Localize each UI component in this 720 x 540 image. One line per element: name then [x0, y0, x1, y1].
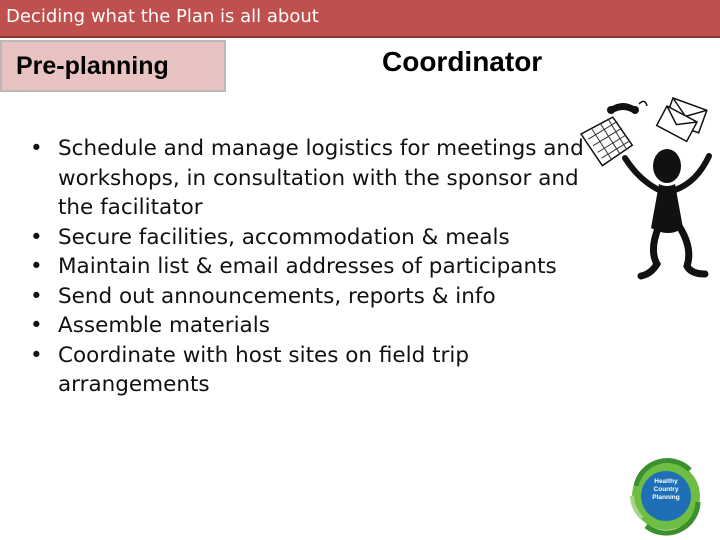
list-item	[30, 341, 600, 400]
header-title: Deciding what the Plan is all about	[6, 6, 319, 27]
list-item	[30, 134, 600, 223]
bullet-marker: •	[30, 224, 43, 250]
bullet-marker: •	[30, 254, 43, 279]
bullet-marker: •	[30, 283, 43, 309]
tab-coordinator-label: Coordinator	[382, 46, 543, 77]
bullet-marker: •	[30, 342, 43, 368]
header-bar	[0, 0, 720, 38]
stick-figure	[625, 149, 709, 276]
healthy-country-planning-logo	[624, 456, 708, 536]
bullet-marker: •	[30, 313, 43, 338]
list-item-text: Send out announcements, reports & info	[58, 283, 496, 309]
list-item-text: Schedule and manage logistics for meetings and workshops, in consultation with the sponsor and the facilitator	[58, 136, 584, 220]
list-item-text: Coordinate with host sites on field trip arrangements	[58, 342, 469, 397]
logo-text: Healthy Country Planning	[652, 478, 680, 501]
list-item	[30, 252, 600, 282]
tab-pre-planning-label: Pre-planning	[16, 52, 169, 80]
juggling-person-icon	[575, 92, 720, 302]
list-item-text: Assemble materials	[58, 313, 270, 338]
tab-pre-planning[interactable]	[0, 40, 226, 92]
envelope-icon	[657, 98, 707, 141]
list-item-text: Maintain list & email addresses of participants	[58, 254, 557, 279]
tab-coordinator[interactable]	[226, 40, 720, 92]
bullet-marker: •	[30, 136, 43, 161]
list-item	[30, 282, 600, 312]
list-item-text: Secure facilities, accommodation & meals	[58, 224, 510, 250]
list-item	[30, 311, 600, 341]
list-item	[30, 223, 600, 253]
bullet-list	[30, 134, 600, 400]
telephone-icon	[607, 101, 647, 114]
